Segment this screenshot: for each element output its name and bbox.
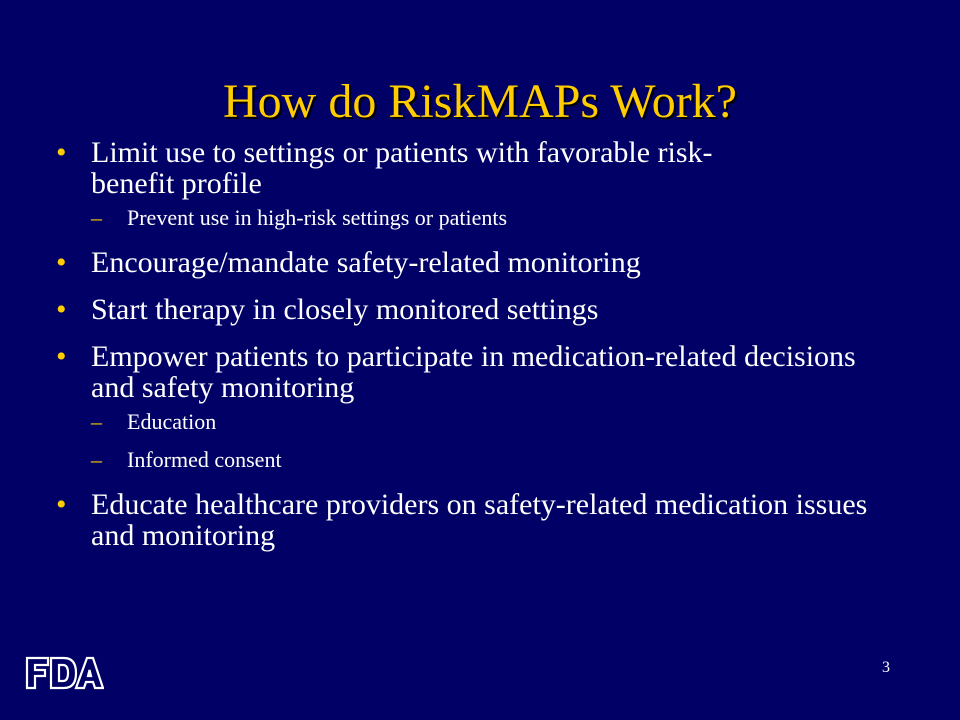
bullet-icon: • (56, 340, 67, 373)
bullet-text: Start therapy in closely monitored settings (91, 293, 599, 326)
bullet-text-line2: benefit profile (91, 167, 262, 200)
bullet-item (56, 247, 886, 278)
sub-bullet-item (91, 447, 886, 473)
sub-bullet-text: Education (127, 409, 217, 434)
bullet-text: Empower patients to participate in medication-related decisions and safety monitoring (91, 340, 856, 404)
bullet-icon: • (56, 488, 67, 521)
bullet-icon: • (56, 136, 67, 169)
fda-logo-icon (24, 655, 104, 691)
sub-bullet-text: Informed consent (127, 447, 282, 472)
bullet-text: Encourage/mandate safety-related monitoring (91, 246, 641, 279)
bullet-item (56, 489, 886, 551)
bullet-text: Educate healthcare providers on safety-related medication issues and monitoring (91, 488, 868, 552)
bullet-icon: • (56, 246, 67, 279)
bullet-item (56, 341, 886, 473)
dash-icon: – (91, 447, 102, 472)
bullet-text-line1: Limit use to settings or patients with favorable risk- (91, 136, 713, 169)
sub-bullet-list (91, 409, 886, 473)
sub-bullet-text: Prevent use in high-risk settings or patients (127, 205, 508, 230)
dash-icon: – (91, 409, 102, 434)
bullet-item (56, 294, 886, 325)
bullet-item (56, 137, 886, 231)
sub-bullet-list (91, 205, 886, 231)
page-number: 3 (882, 659, 890, 676)
sub-bullet-item (91, 205, 886, 231)
bullet-list (56, 137, 886, 567)
slide-title: How do RiskMAPs Work? (223, 75, 737, 128)
dash-icon: – (91, 205, 102, 230)
sub-bullet-item (91, 409, 886, 435)
bullet-icon: • (56, 293, 67, 326)
